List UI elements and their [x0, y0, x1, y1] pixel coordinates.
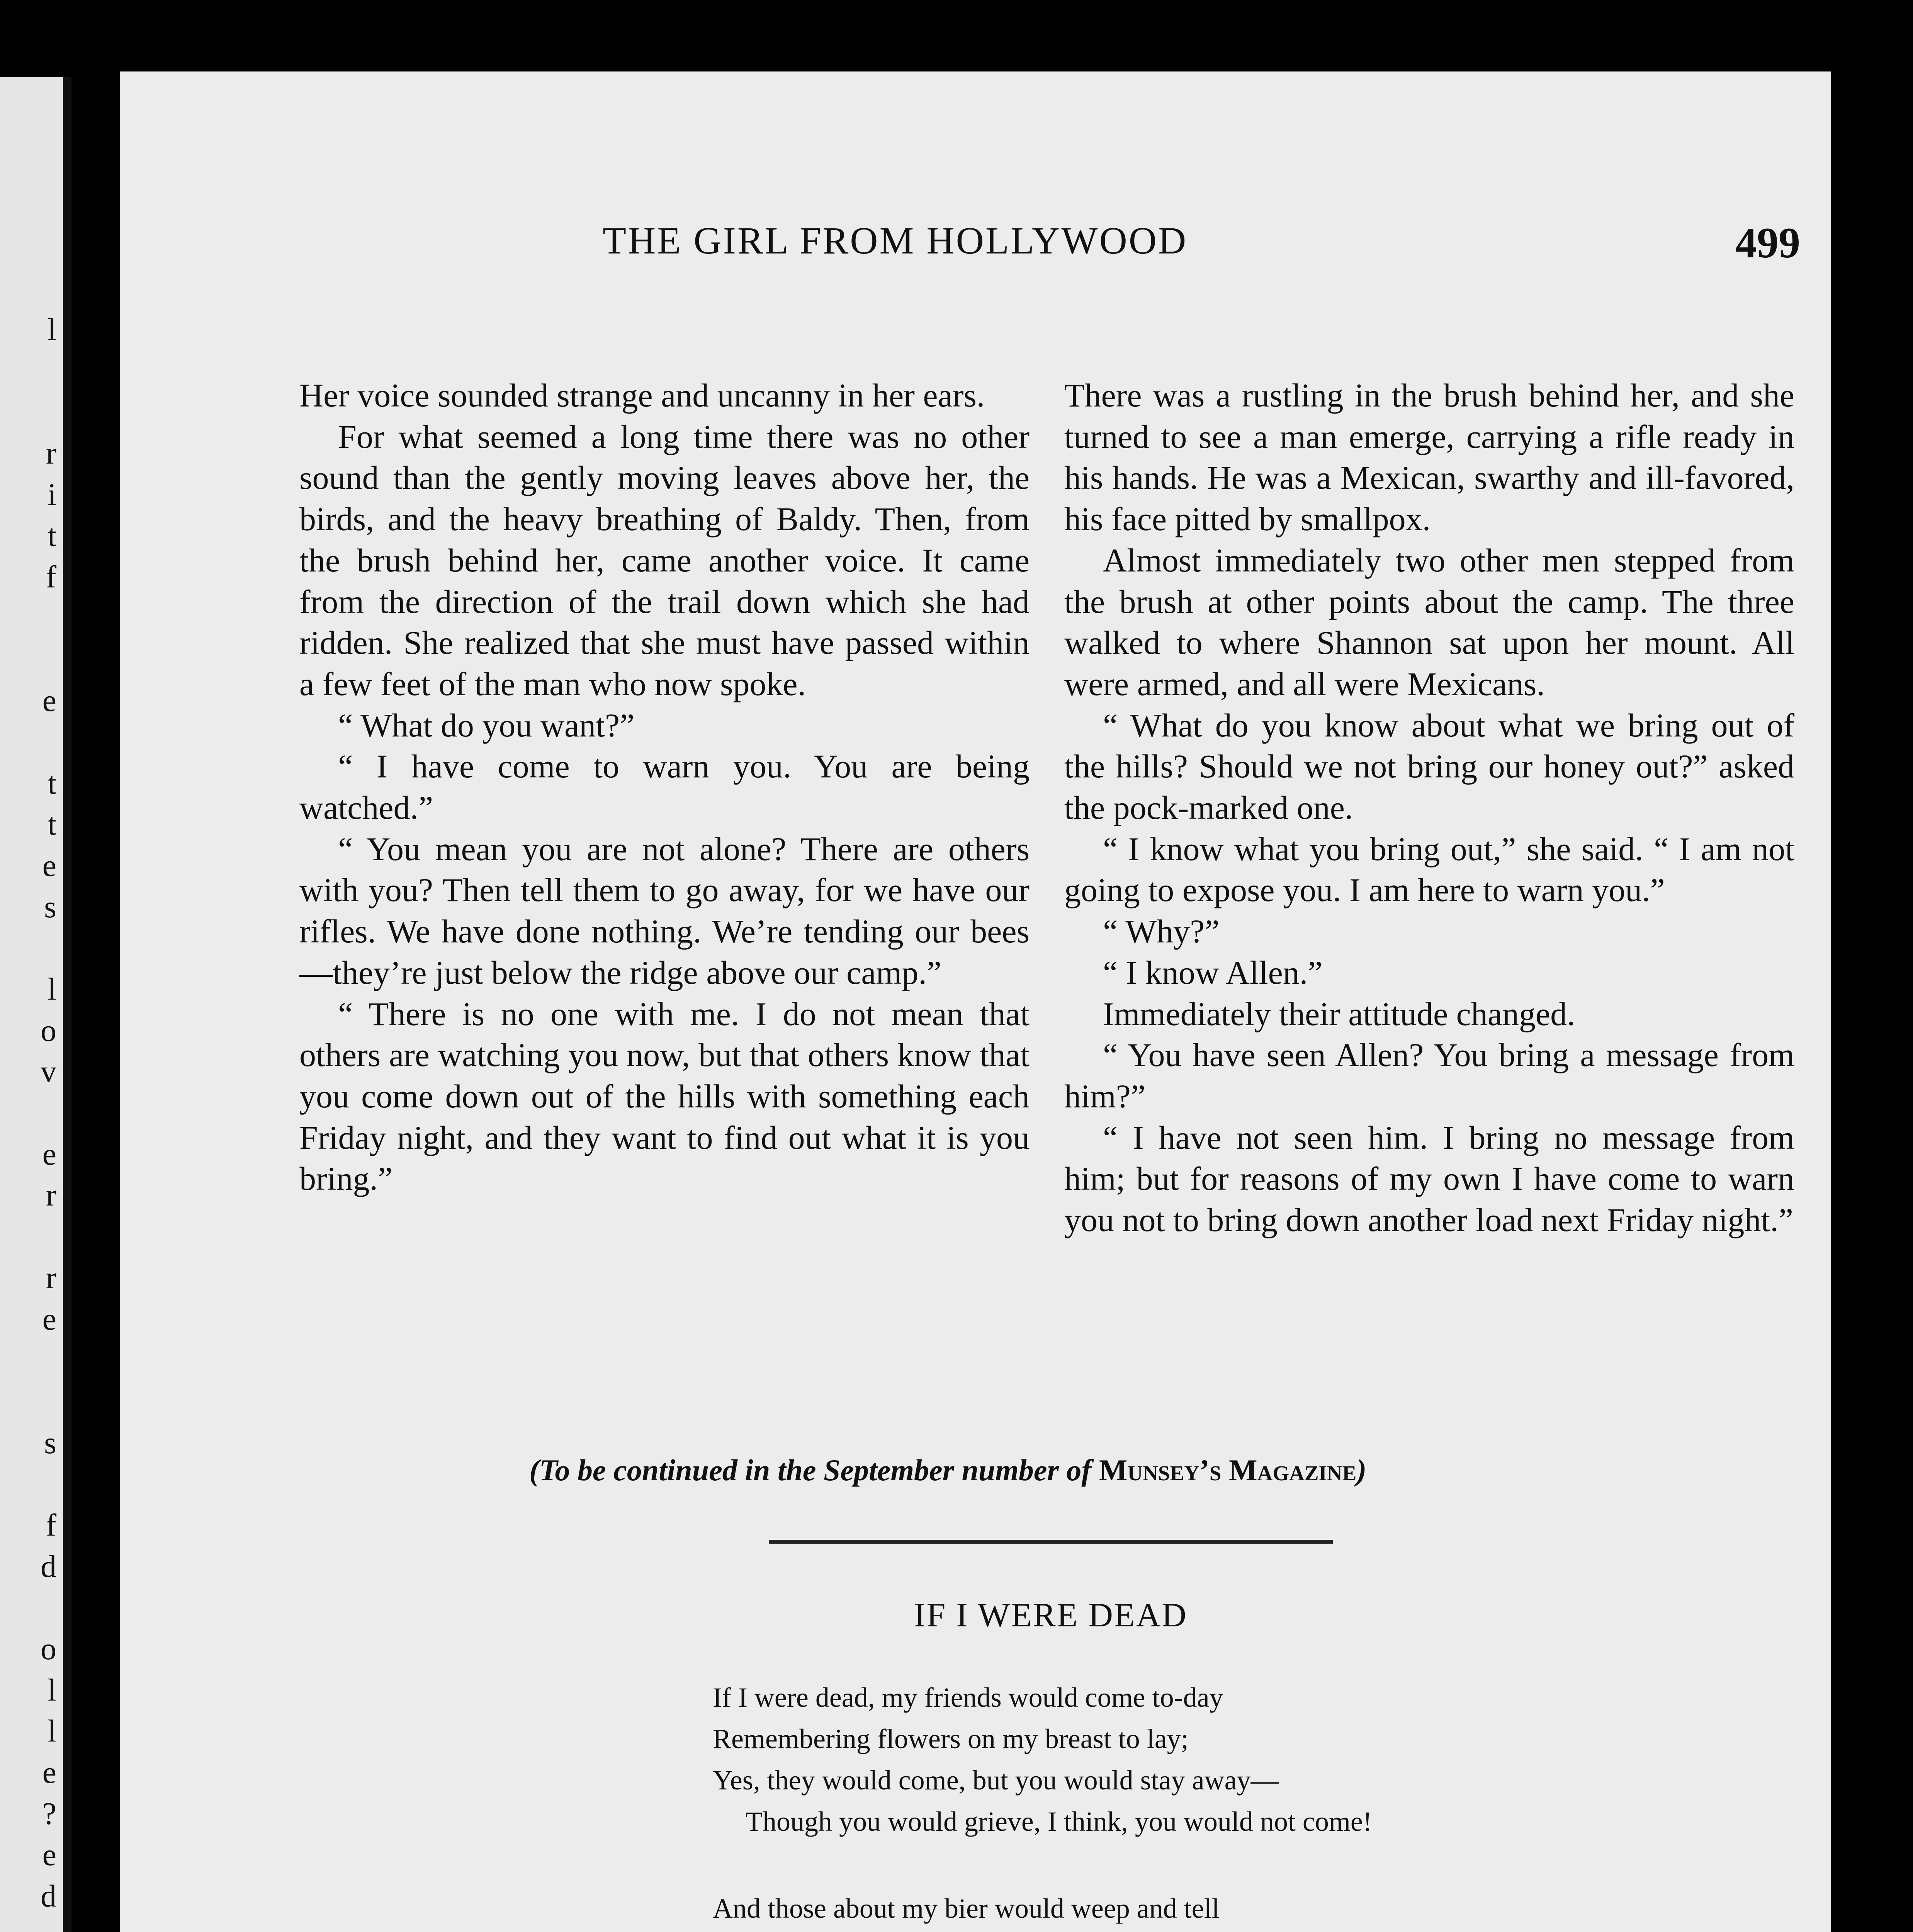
page-number: 499: [1735, 219, 1800, 267]
poem-line: [713, 1929, 1794, 1932]
continued-note: [529, 1453, 1804, 1488]
fragment-letter: e: [42, 847, 56, 883]
fragment-letter: r: [46, 1177, 56, 1213]
paragraph: “ I have not seen him. I bring no message from him; but for reasons of my own I have come to warn you not to bring down another load next Friday night.”: [1064, 1119, 1794, 1239]
poem-stanza: [713, 1677, 1794, 1842]
page-gutter: [63, 77, 71, 1932]
poem-body: [713, 1677, 1794, 1932]
fragment-letter: f: [46, 559, 56, 595]
paragraph: “ There is no one with me. I do not mean that others are watching you now, but that others know that you come down out of the hills with something each Friday night, and they want to find out what it is you bring.”: [299, 995, 1030, 1197]
fragment-letter: l: [48, 312, 56, 347]
left-column: [299, 375, 1030, 1199]
paragraph: “ Why?”: [1103, 913, 1220, 950]
fragment-letter: d: [41, 1878, 56, 1914]
paragraph: “ I have come to warn you. You are being watched.”: [299, 748, 1030, 827]
fragment-letter: [2, 598, 56, 639]
paragraph: For what seemed a long time there was no other sound than the gently moving leaves above her, the birds, and the heavy breathing of Baldy. Then, from the brush behind her, came another voice. It came from the direction of the trail down which she had ridden. She realized that she must have passed within a few feet of the man who now spoke.: [299, 418, 1030, 702]
poem-stanza: [713, 1888, 1794, 1932]
fragment-letter: f: [46, 1507, 56, 1543]
paragraph: “ I know Allen.”: [1103, 954, 1323, 991]
fragment-letter: e: [42, 1301, 56, 1337]
fragment-letter: [2, 1092, 56, 1134]
previous-page-edge: [0, 77, 71, 1932]
fragment-letter: [2, 1917, 56, 1932]
fragment-letter: [2, 639, 56, 680]
fragment-letter: [2, 1340, 56, 1381]
paragraph: Almost immediately two other men stepped from the brush at other points about the camp. The three walked to where Shannon sat upon her mount. All were armed, and all were Mexicans.: [1064, 541, 1794, 702]
fragment-letter: s: [44, 889, 56, 924]
paragraph: “ You mean you are not alone? There are others with you? Then tell them to go away, for we have our rifles. We have done nothing. We’re tending our bees—they’re just below the ridge above our camp.”: [299, 830, 1030, 991]
poem-line: And those about my bier would weep and tell: [713, 1893, 1220, 1924]
paragraph: There was a rustling in the brush behind her, and she turned to see a man emerge, carrying a rifle ready in his hands. He was a Mexican, swarthy and ill-favored, his face pitted by smallpox.: [1064, 377, 1794, 538]
fragment-letter: i: [48, 476, 56, 512]
fragment-letter: e: [42, 1755, 56, 1790]
fragment-letter: [2, 721, 56, 763]
magazine-page: [120, 71, 1831, 1932]
fragment-letter: e: [42, 1837, 56, 1872]
fragment-letter: r: [46, 435, 56, 471]
fragment-letter: o: [41, 1631, 56, 1666]
continued-close-paren: ): [1356, 1453, 1367, 1487]
paragraph: “ What do you want?”: [338, 706, 635, 744]
paragraph: Immediately their attitude changed.: [1103, 995, 1575, 1032]
paragraph: “ You have seen Allen? You bring a message from him?”: [1064, 1036, 1794, 1115]
fragment-letter: [2, 1216, 56, 1257]
fragment-letter: e: [42, 1136, 56, 1172]
fragment-letter: [2, 927, 56, 969]
fragment-letter: t: [48, 765, 56, 801]
poem-line: Yes, they would come, but you would stay away—: [713, 1765, 1279, 1796]
poem-line: Though you would grieve, I think, you would not come!: [746, 1806, 1372, 1837]
paragraph: Her voice sounded strange and uncanny in her ears.: [299, 377, 985, 414]
fragment-letter: l: [48, 1672, 56, 1708]
fragment-letter: l: [48, 1713, 56, 1749]
continued-open-paren: (: [529, 1453, 539, 1487]
fragment-letter: t: [48, 806, 56, 842]
running-title: THE GIRL FROM HOLLYWOOD: [603, 219, 1188, 262]
fragment-letter: ?: [42, 1796, 56, 1831]
paragraph: “ I know what you bring out,” she said. “ I am not going to expose you. I am here to warn you.”: [1064, 830, 1794, 909]
fragment-letter: e: [42, 683, 56, 718]
fragment-letter: [2, 391, 56, 433]
poem-line: If I were dead, my friends would come to-day: [713, 1682, 1223, 1713]
magazine-name: Munsey’s Magazine: [1099, 1453, 1357, 1487]
poem-line: Remembering flowers on my breast to lay;: [713, 1723, 1189, 1754]
fragment-letter: [2, 1381, 56, 1422]
fragment-letter: [2, 1587, 56, 1628]
fragment-letter: [2, 1463, 56, 1505]
fragment-letter: d: [41, 1548, 56, 1584]
fragment-letter: t: [48, 518, 56, 553]
page-header: [603, 218, 1800, 276]
fragment-letter: [2, 350, 56, 392]
fragment-letter: l: [48, 971, 56, 1007]
fragment-letter: r: [46, 1260, 56, 1295]
continued-text: To be continued in the September number of: [539, 1453, 1099, 1487]
section-divider: [769, 1540, 1333, 1544]
paragraph: “ What do you know about what we bring out of the hills? Should we not bring our honey out?” asked the pock-marked one.: [1064, 706, 1794, 827]
fragment-letter: v: [41, 1054, 56, 1089]
previous-page-text-fragments: [2, 309, 56, 1932]
fragment-letter: o: [41, 1012, 56, 1048]
right-column: [1064, 375, 1794, 1241]
fragment-letter: s: [44, 1425, 56, 1460]
poem-title: IF I WERE DEAD: [914, 1597, 1188, 1634]
